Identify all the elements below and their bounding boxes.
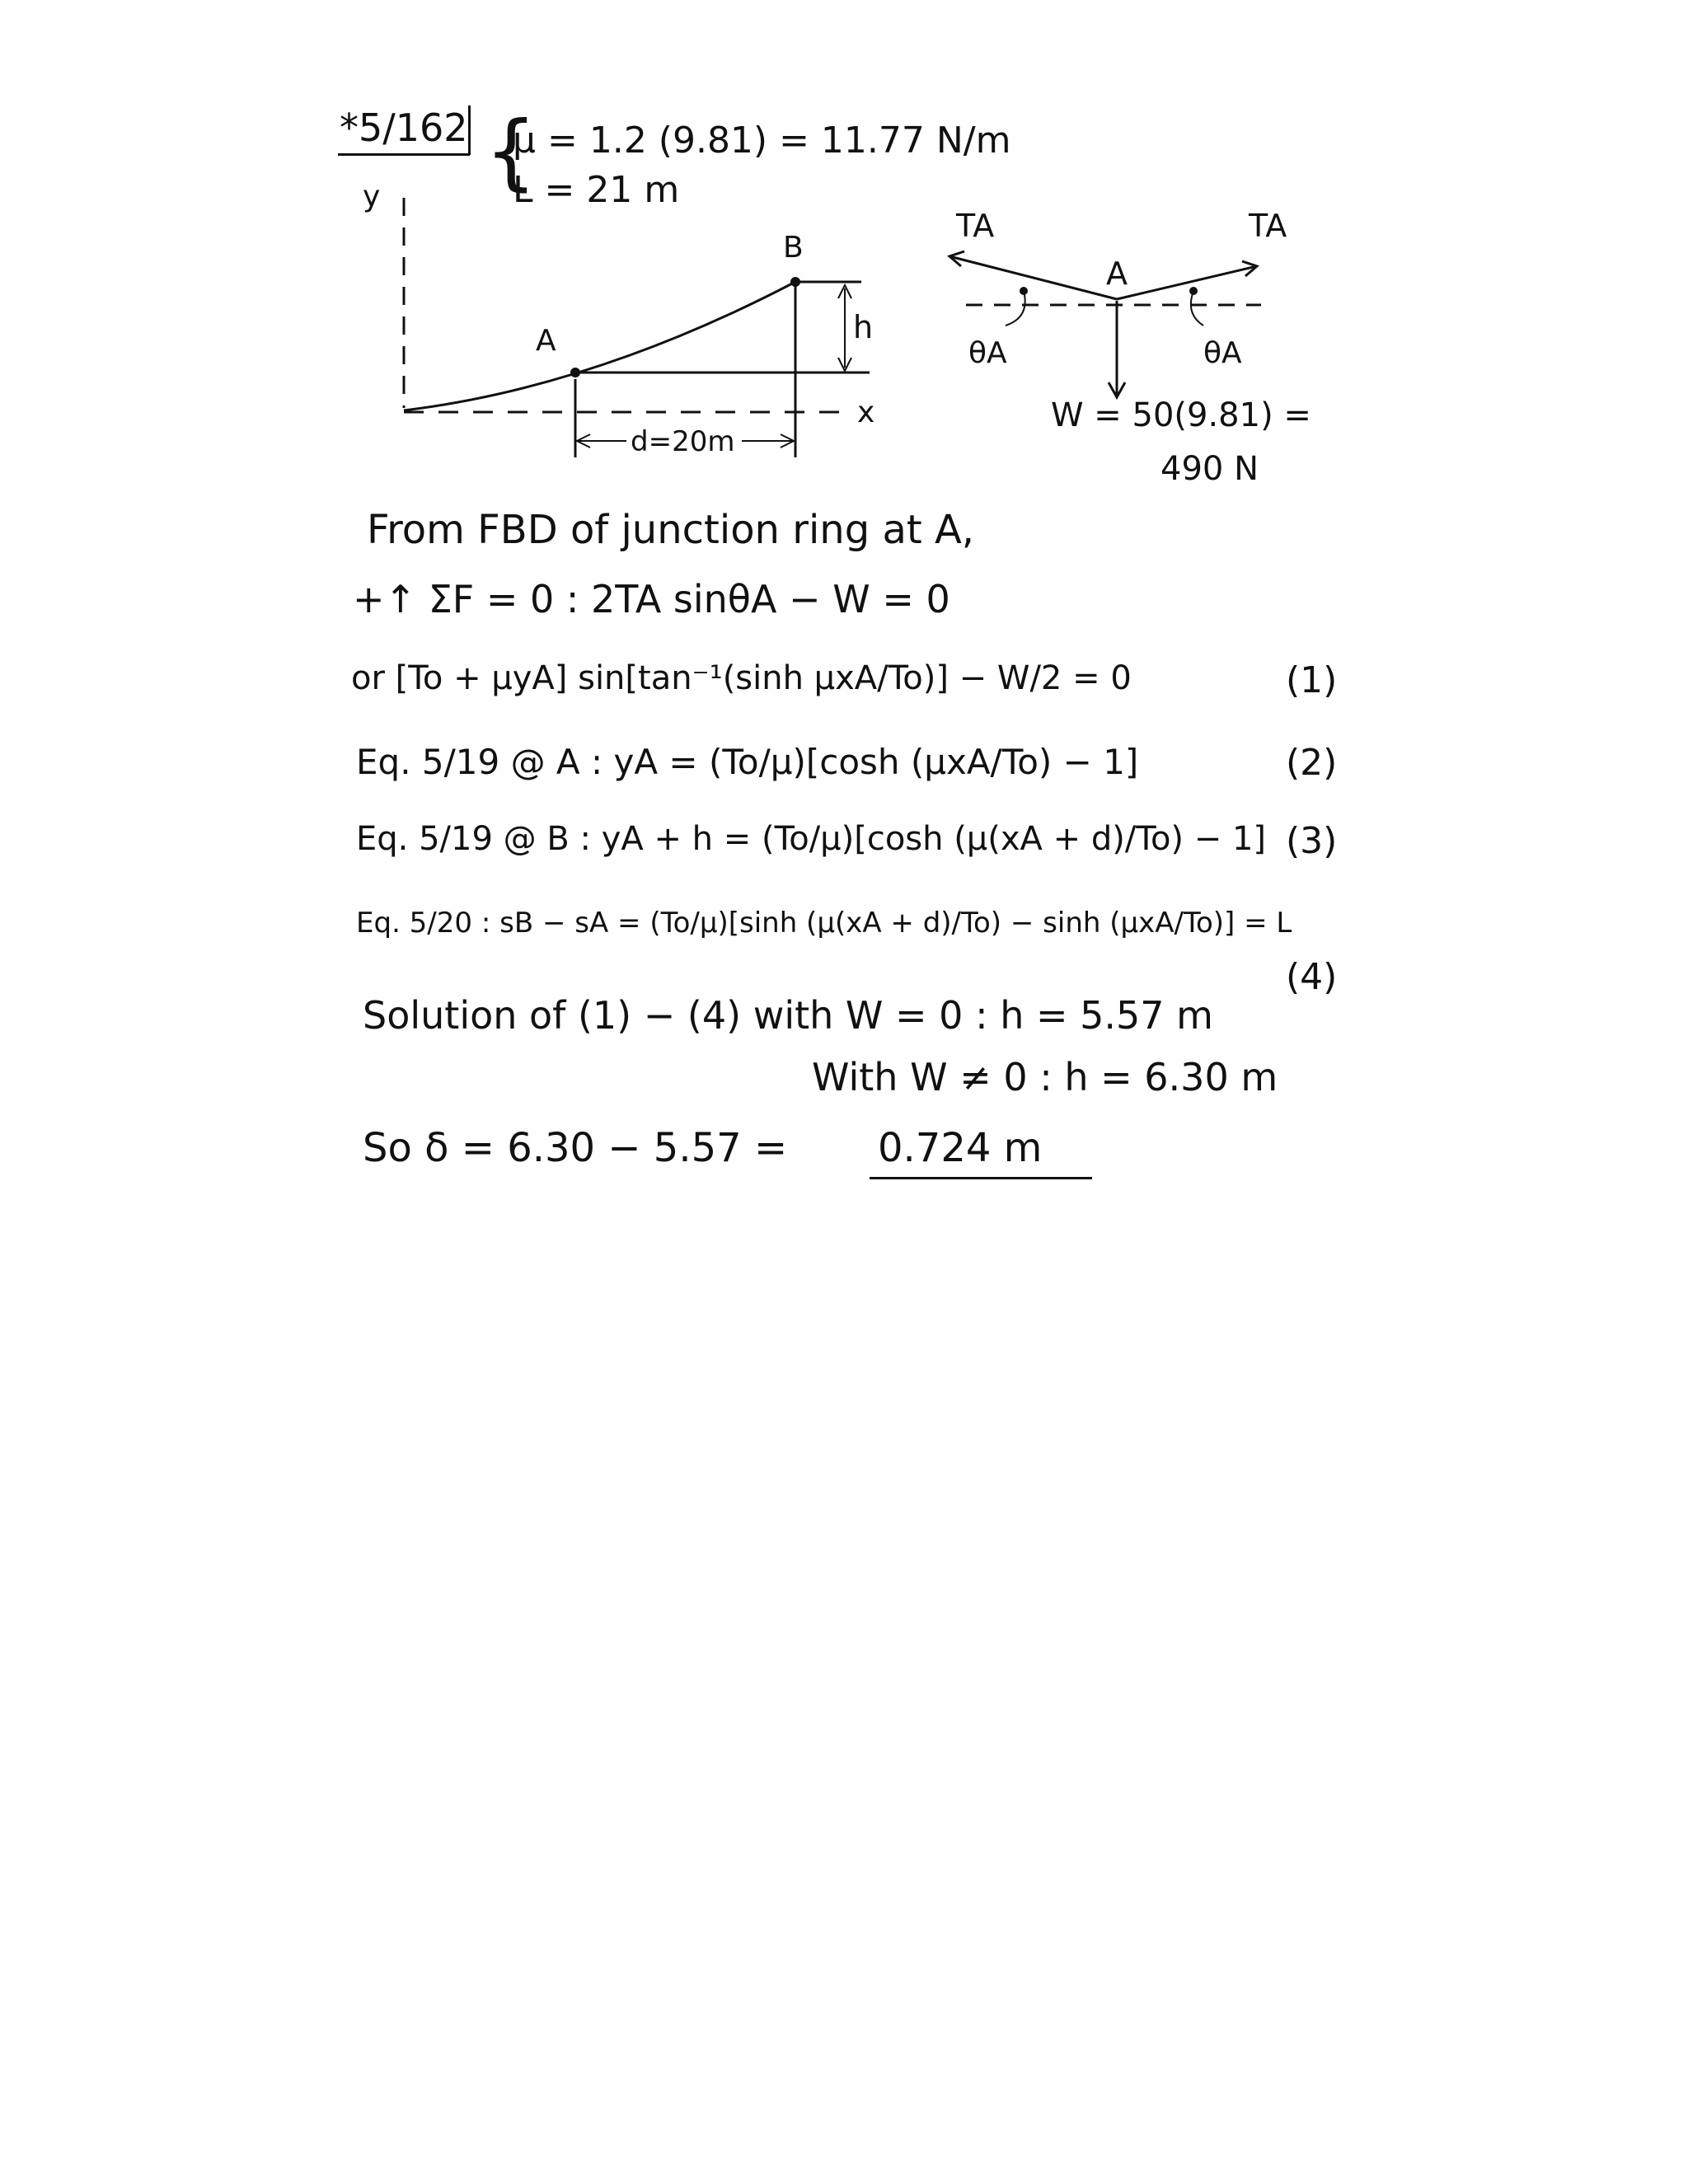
weight-line-2: 490 N — [1160, 450, 1259, 488]
cable-diagram — [330, 173, 890, 478]
tension-right-arrow — [1117, 266, 1257, 299]
problem-number: *5/162 — [340, 105, 468, 150]
fbd-diagram — [931, 202, 1368, 490]
angle-right-marker — [1191, 291, 1203, 326]
equation-1: or [To + μyA] sin[tan⁻¹(sinh μxA/To)] − W/2 = 0 — [351, 659, 1132, 697]
equation-4: Eq. 5/20 : sB − sA = (To/μ)[sinh (μ(xA + d)/To) − sinh (μxA/To)] = L — [356, 907, 1292, 940]
equation-1-number: (1) — [1286, 659, 1338, 701]
givens-brace: { — [485, 103, 537, 199]
weight-line-1: W = 50(9.81) = — [1051, 396, 1311, 434]
final-answer-prefix: So δ = 6.30 − 5.57 = — [363, 1125, 788, 1171]
point-b-label: B — [783, 231, 804, 265]
tension-left-label: TA — [956, 208, 995, 244]
problem-number-box — [338, 153, 470, 156]
height-label: h — [853, 309, 874, 345]
length-given: L = 21 m — [513, 169, 680, 211]
equation-4-number: (4) — [1286, 956, 1338, 998]
final-answer: 0.724 m — [878, 1125, 1043, 1171]
solution-line-1: Solution of (1) − (4) with W = 0 : h = 5.57 m — [363, 993, 1213, 1038]
angle-right-dot — [1189, 287, 1198, 295]
mu-given: μ = 1.2 (9.81) = 11.77 N/m — [513, 120, 1011, 162]
equation-3-number: (3) — [1286, 820, 1338, 862]
final-answer-underline — [870, 1177, 1092, 1179]
cable-curve — [404, 282, 795, 410]
tension-left-arrow — [950, 256, 1117, 299]
point-a-label: A — [536, 324, 556, 358]
angle-left-label: θA — [968, 336, 1007, 370]
angle-left-marker — [1006, 291, 1025, 326]
problem-number-box-right — [468, 105, 471, 155]
equation-2: Eq. 5/19 @ A : yA = (To/μ)[cosh (μxA/To) − 1] — [356, 742, 1139, 782]
sum-forces-equation: +↑ ΣF = 0 : 2TA sinθA − W = 0 — [353, 577, 950, 621]
angle-left-dot — [1020, 287, 1028, 295]
solution-line-2: With W ≠ 0 : h = 6.30 m — [812, 1055, 1278, 1099]
angle-right-label: θA — [1203, 336, 1242, 370]
span-label: d=20m — [631, 425, 735, 458]
y-axis-label: y — [363, 180, 381, 213]
junction-label: A — [1106, 255, 1128, 292]
fbd-intro: From FBD of junction ring at A, — [367, 507, 975, 553]
equation-3: Eq. 5/19 @ B : yA + h = (To/μ)[cosh (μ(xA + d)/To) − 1] — [356, 820, 1267, 858]
x-axis-label: x — [857, 396, 875, 429]
equation-2-number: (2) — [1286, 742, 1338, 784]
tension-right-label: TA — [1249, 208, 1287, 244]
